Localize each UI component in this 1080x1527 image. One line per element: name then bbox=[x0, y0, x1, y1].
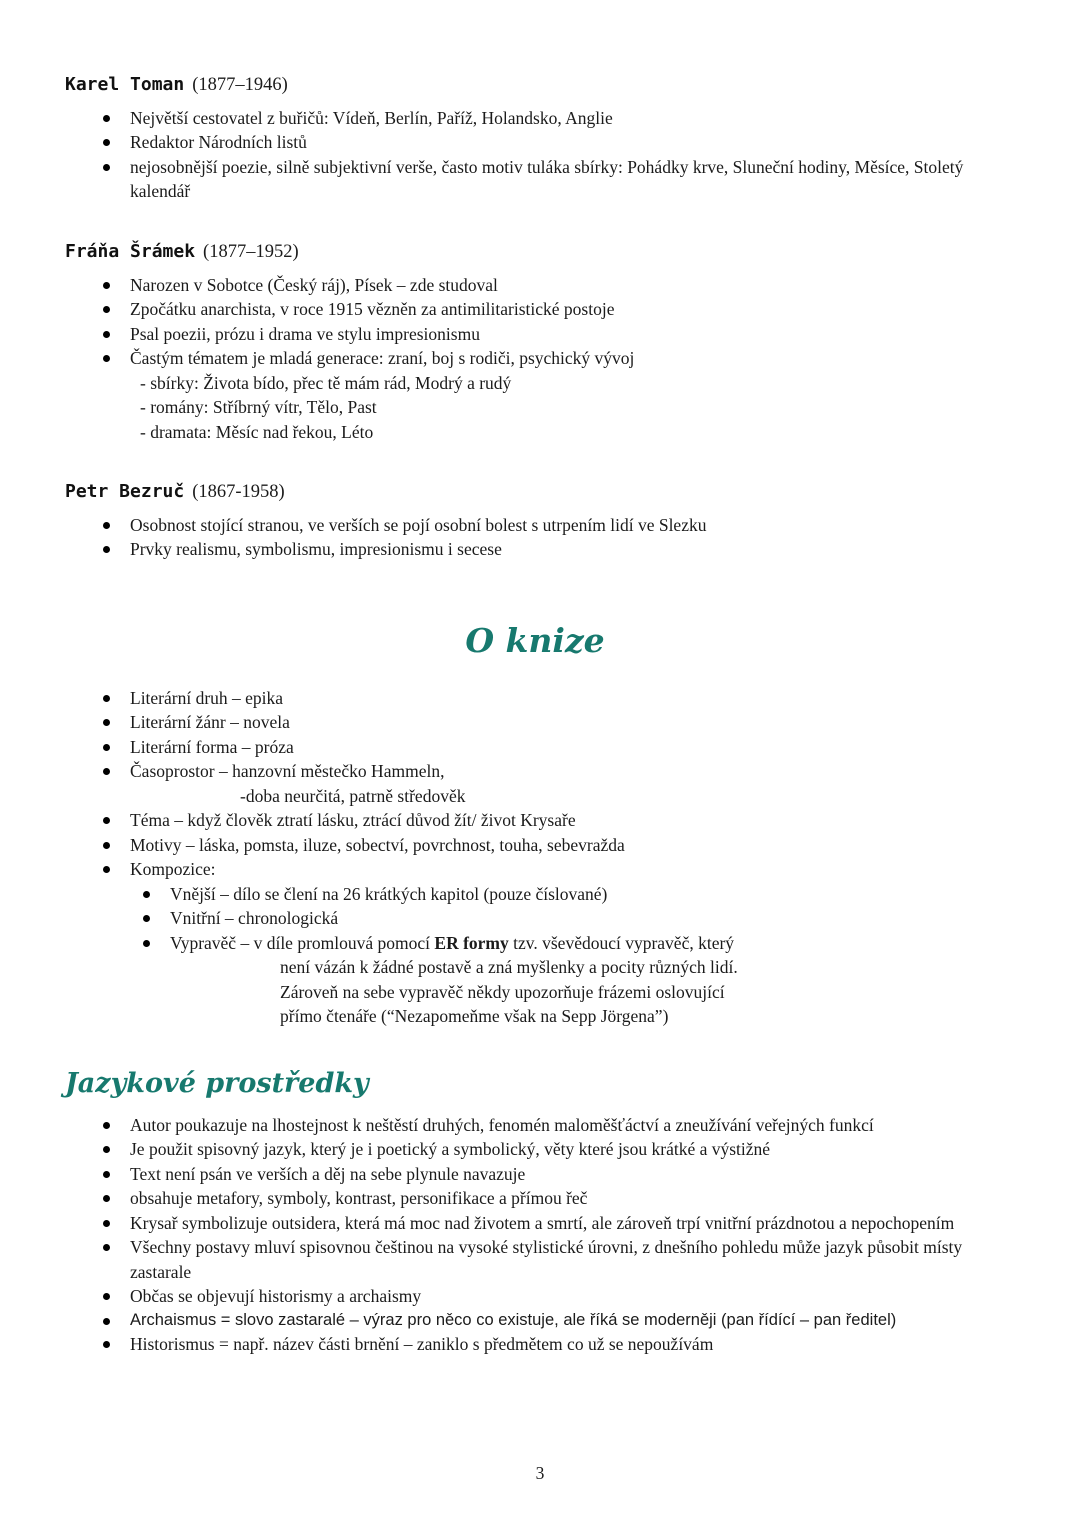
bullet-list bbox=[65, 686, 1005, 760]
author-name: Petr Bezruč bbox=[65, 481, 185, 502]
list-item bbox=[103, 130, 1005, 155]
list-item bbox=[103, 1309, 1005, 1332]
bullet-icon bbox=[103, 1171, 110, 1178]
bullet-list bbox=[65, 759, 1005, 857]
bullet-icon bbox=[103, 164, 110, 171]
list-item bbox=[103, 1211, 1005, 1236]
bullet-icon bbox=[103, 1318, 110, 1325]
bullet-icon bbox=[103, 744, 110, 751]
bullet-icon bbox=[103, 306, 110, 313]
bullet-icon bbox=[103, 842, 110, 849]
sub-line: - romány: Stříbrný vítr, Tělo, Past bbox=[140, 397, 377, 417]
sub-line: - sbírky: Života bído, přec tě mám rád, Modrý a rudý bbox=[140, 372, 512, 393]
bullet-icon bbox=[103, 1244, 110, 1251]
bullet-text: Prvky realismu, symbolismu, impresionismu i secese bbox=[130, 539, 502, 560]
bullet-text-group bbox=[170, 931, 1005, 1029]
section-karel-toman bbox=[65, 64, 1005, 204]
bullet-text: Psal poezii, prózu i drama ve stylu impresionismu bbox=[130, 323, 480, 344]
author-years: (1877–1946) bbox=[192, 75, 288, 95]
sub-line: Zároveň na sebe vypravěč někdy upozorňuje frázemi oslovující bbox=[280, 981, 725, 1002]
list-item bbox=[143, 906, 1005, 931]
sub-line: -doba neurčitá, patrně středověk bbox=[240, 785, 466, 806]
bullet-list bbox=[65, 1309, 1005, 1357]
list-item bbox=[103, 808, 1005, 833]
term-definition: Historismus = např. název části brnění – zaniklo s předmětem co už se nepoužívám bbox=[130, 1333, 714, 1354]
list-item bbox=[103, 155, 1005, 204]
bullet-text: Vnější – dílo se člení na 26 krátkých kapitol (pouze číslované) bbox=[170, 883, 608, 904]
bullet-text: Vnitřní – chronologická bbox=[170, 908, 339, 929]
bullet-icon bbox=[103, 1341, 110, 1348]
narrator-er-form-bold: ER formy bbox=[434, 932, 509, 953]
bullet-text: Krysař symbolizuje outsidera, která má moc nad životem a smrtí, ale zároveň trpí vnitřní prázdnotou a nepochopením bbox=[130, 1212, 955, 1233]
bullet-icon bbox=[103, 546, 110, 553]
list-item bbox=[103, 513, 1005, 538]
bullet-list bbox=[65, 857, 1005, 1029]
bullet-text: Téma – když člověk ztratí lásku, ztrácí důvod žít/ život Krysaře bbox=[130, 810, 576, 831]
list-item bbox=[143, 931, 1005, 1029]
author-name: Fráňa Šrámek bbox=[65, 240, 196, 262]
section-title-jazykove-prostredky: Jazykové prostředky bbox=[65, 1067, 369, 1099]
bullet-text: Zpočátku anarchista, v roce 1915 vězněn za antimilitaristické postoje bbox=[130, 299, 615, 319]
bullet-icon bbox=[103, 139, 110, 146]
bullet-icon bbox=[103, 768, 110, 775]
list-item bbox=[103, 1284, 1005, 1309]
bullet-text: nejosobnější poezie, silně subjektivní verše, často motiv tuláka sbírky: Pohádky krve, Sluneční hodiny, Měsíce, Stoletý kalendář bbox=[130, 156, 964, 202]
bullet-icon bbox=[103, 1122, 110, 1129]
author-heading bbox=[65, 64, 1005, 101]
list-item bbox=[103, 273, 1005, 298]
author-years: (1867-1958) bbox=[192, 482, 285, 502]
list-item bbox=[103, 1162, 1005, 1187]
list-item bbox=[103, 1137, 1005, 1162]
list-item bbox=[103, 322, 1005, 347]
bullet-icon bbox=[143, 940, 150, 947]
bullet-text: Literární druh – epika bbox=[130, 687, 284, 708]
bullet-list bbox=[65, 106, 1005, 204]
bullet-icon bbox=[103, 817, 110, 824]
bullet-text-group bbox=[130, 759, 1005, 808]
list-item bbox=[103, 1235, 1005, 1284]
bullet-icon bbox=[103, 1220, 110, 1227]
bullet-icon bbox=[103, 1146, 110, 1153]
bullet-icon bbox=[103, 1293, 110, 1300]
author-heading bbox=[65, 471, 1005, 508]
bullet-text: Narozen v Sobotce (Český ráj), Písek – zde studoval bbox=[130, 274, 498, 295]
bullet-icon bbox=[103, 1195, 110, 1202]
bullet-text: Kompozice: bbox=[130, 859, 216, 880]
bullet-text-group bbox=[130, 346, 1005, 444]
bullet-icon bbox=[143, 891, 150, 898]
narrator-text-suffix: tzv. vševědoucí vypravěč, který bbox=[508, 932, 735, 953]
section-frana-sramek bbox=[65, 231, 1005, 444]
bullet-text: Autor poukazuje na lhostejnost k neštěstí druhých, fenomén maloměšťáctví a zneužívání veřejných funkcí bbox=[130, 1114, 874, 1135]
bullet-text: Literární žánr – novela bbox=[130, 712, 290, 733]
bullet-icon bbox=[103, 719, 110, 726]
bullet-icon bbox=[143, 915, 150, 922]
bullet-text bbox=[170, 931, 1005, 956]
author-heading bbox=[65, 231, 1005, 268]
bullet-icon bbox=[103, 282, 110, 289]
list-item bbox=[103, 857, 1005, 882]
author-name: Karel Toman bbox=[65, 74, 185, 95]
bullet-icon bbox=[103, 115, 110, 122]
list-item bbox=[103, 759, 1005, 808]
list-item bbox=[103, 1186, 1005, 1211]
bullet-text: Je použit spisovný jazyk, který je i poetický a symbolický, věty které jsou krátké a výstižné bbox=[130, 1139, 771, 1160]
bullet-list bbox=[65, 1113, 1005, 1309]
bullet-text: Největší cestovatel z buřičů: Vídeň, Berlín, Paříž, Holandsko, Anglie bbox=[130, 107, 613, 128]
author-years: (1877–1952) bbox=[203, 241, 299, 262]
bullet-text: Všechny postavy mluví spisovnou češtinou na vysoké stylistické úrovni, z dnešního pohledu může jazyk působit místy zastarale bbox=[130, 1237, 963, 1282]
bullet-icon bbox=[103, 866, 110, 873]
bullet-text: obsahuje metafory, symboly, kontrast, personifikace a přímou řeč bbox=[130, 1188, 588, 1209]
term-definition: Archaismus = slovo zastaralé – výraz pro něco co existuje, ale říká se moderněji (pan řídící – pan ředitel) bbox=[130, 1310, 897, 1329]
bullet-text: Motivy – láska, pomsta, iluze, sobectví, povrchnost, touha, sebevražda bbox=[130, 834, 625, 855]
bullet-text: Časoprostor – hanzovní městečko Hammeln, bbox=[130, 761, 445, 782]
list-item bbox=[103, 346, 1005, 444]
bullet-text: Osobnost stojící stranou, ve verších se pojí osobní bolest s utrpením lidí ve Slezku bbox=[130, 514, 707, 535]
bullet-text: Redaktor Národních listů bbox=[130, 132, 307, 153]
list-item bbox=[103, 1113, 1005, 1138]
bullet-text: Občas se objevují historismy a archaismy bbox=[130, 1286, 422, 1307]
narrator-text-prefix: Vypravěč – v díle promlouvá pomocí bbox=[170, 932, 435, 953]
section-petr-bezruc bbox=[65, 471, 1005, 562]
bullet-icon bbox=[103, 695, 110, 702]
list-item bbox=[143, 882, 1005, 907]
list-item bbox=[103, 833, 1005, 858]
bullet-text: Text není psán ve verších a děj na sebe plynule navazuje bbox=[130, 1163, 526, 1184]
bullet-icon bbox=[103, 522, 110, 529]
sub-line: přímo čtenáře (“Nezapomeňme však na Sepp Jörgena”) bbox=[280, 1006, 669, 1027]
section-title-o-knize: O knize bbox=[465, 620, 605, 660]
bullet-text: Literární forma – próza bbox=[130, 736, 294, 757]
bullet-icon bbox=[103, 331, 110, 338]
page-number: 3 bbox=[535, 1462, 545, 1483]
list-item bbox=[103, 297, 1005, 322]
list-item bbox=[103, 1332, 1005, 1357]
bullet-list bbox=[65, 273, 1005, 445]
bullet-icon bbox=[103, 355, 110, 362]
bullet-list bbox=[65, 513, 1005, 562]
list-item bbox=[103, 710, 1005, 735]
list-item bbox=[103, 686, 1005, 711]
sub-line: - dramata: Měsíc nad řekou, Léto bbox=[140, 421, 374, 442]
list-item bbox=[103, 735, 1005, 760]
list-item bbox=[103, 106, 1005, 131]
bullet-text: Častým tématem je mladá generace: zraní, boj s rodiči, psychický vývoj bbox=[130, 348, 635, 368]
list-item bbox=[103, 537, 1005, 562]
sub-line: není vázán k žádné postavě a zná myšlenky a pocity různých lidí. bbox=[280, 957, 738, 978]
